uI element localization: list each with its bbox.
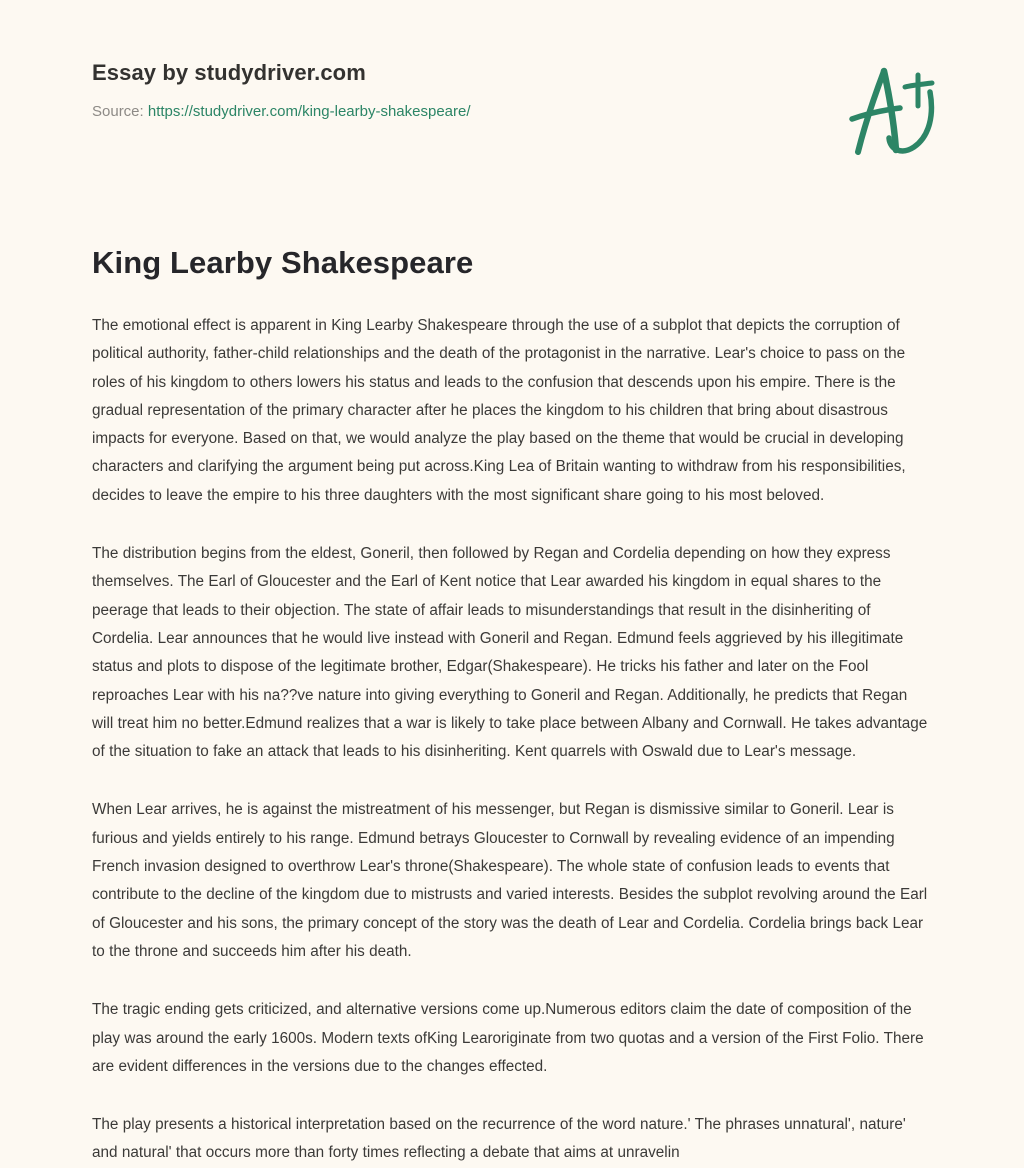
source-line	[92, 102, 932, 122]
paragraph: The tragic ending gets criticized, and alternative versions come up.Numerous editors claim the date of composition of the play was around the early 1600s. Modern texts ofKing Learoriginate from two quotas and a version of the First Folio. There are evident differences in the versions due to the changes effected.	[92, 1001, 924, 1075]
paragraph: The play presents a historical interpretation based on the recurrence of the word nature.' The phrases unnatural', nature' and natural' that occurs more than forty times reflecting a debate that aims at unravelin	[92, 1116, 906, 1162]
paragraph: When Lear arrives, he is against the mistreatment of his messenger, but Regan is dismissive similar to Goneril. Lear is furious and yields entirely to his range. Edmund betrays Gloucester to Cornwall by revealing evidence of an impending French invasion designed to overthrow Lear's throne(Shakespeare). The whole state of confusion leads to events that contribute to the decline of the kingdom due to mistrusts and varied interests. Besides the subplot revolving around the Earl of Gloucester and his sons, the primary concept of the story was the death of Lear and Cordelia. Cordelia brings back Lear to the throne and succeeds him after his death.	[92, 801, 928, 960]
paragraph: The emotional effect is apparent in King Learby Shakespeare through the use of a subplot that depicts the corruption of political authority, father-child relationships and the death of the protagonist in the narrative. Lear's choice to pass on the roles of his kingdom to others lowers his status and leads to the confusion that descends upon his empire. There is the gradual representation of the primary character after he places the kingdom to his children that bring about disastrous impacts for everyone. Based on that, we would analyze the play based on the theme that would be crucial in developing characters and clarifying the argument being put across.King Lea of Britain wanting to withdraw from his responsibilities, decides to leave the empire to his three daughters with the most significant share going to his most beloved.	[92, 317, 906, 504]
article-body	[92, 312, 932, 1168]
page-header	[92, 60, 932, 170]
byline: Essay by studydriver.com	[92, 60, 366, 85]
source-url-link[interactable]: https://studydriver.com/king-learby-shakespeare/	[147, 103, 471, 121]
source-label: Source:	[92, 103, 144, 121]
page-title: King Learby Shakespeare	[92, 245, 474, 280]
a-plus-logo-icon	[842, 58, 938, 168]
paragraph: The distribution begins from the eldest, Goneril, then followed by Regan and Cordelia depending on how they express themselves. The Earl of Gloucester and the Earl of Kent notice that Lear awarded his kingdom in equal shares to the peerage that leads to their objection. The state of affair leads to misunderstandings that result in the disinheriting of Cordelia. Lear announces that he would live instead with Goneril and Regan. Edmund feels aggrieved by his illegitimate status and plots to dispose of the legitimate brother, Edgar(Shakespeare). He tricks his father and later on the Fool reproaches Lear with his na??ve nature into giving everything to Goneril and Regan. Additionally, he predicts that Regan will treat him no better.Edmund realizes that a war is likely to take place between Albany and Cornwall. He takes advantage of the situation to fake an attack that leads to his disinheriting. Kent quarrels with Oswald due to Lear's message.	[92, 545, 928, 761]
a-plus-logo	[842, 58, 938, 168]
